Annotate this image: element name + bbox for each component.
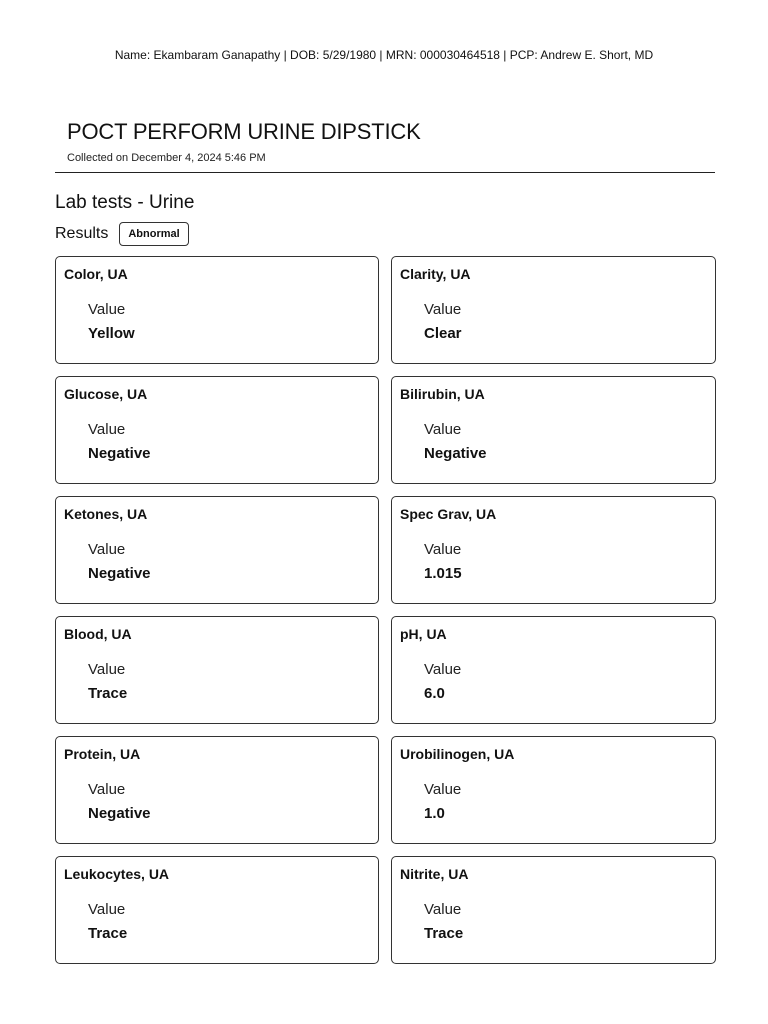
section-title: Lab tests - Urine bbox=[55, 192, 195, 213]
result-card-protein bbox=[55, 736, 379, 844]
result-card-color bbox=[55, 256, 379, 364]
value-label: Value bbox=[424, 661, 462, 678]
test-name: Ketones, UA bbox=[64, 506, 148, 522]
value-label: Value bbox=[424, 781, 462, 798]
test-value: Negative bbox=[424, 445, 487, 462]
test-name: Clarity, UA bbox=[400, 266, 471, 282]
test-name: Glucose, UA bbox=[64, 386, 148, 402]
result-card-glucose bbox=[55, 376, 379, 484]
value-label: Value bbox=[424, 541, 462, 558]
value-label: Value bbox=[88, 901, 126, 918]
test-value: Negative bbox=[88, 805, 151, 822]
test-name: Spec Grav, UA bbox=[400, 506, 497, 522]
test-name: pH, UA bbox=[400, 626, 447, 642]
result-card-ph bbox=[391, 616, 716, 724]
test-value: 1.0 bbox=[424, 805, 445, 822]
test-name: Blood, UA bbox=[64, 626, 132, 642]
abnormal-badge: Abnormal bbox=[119, 222, 188, 246]
value-label: Value bbox=[88, 421, 126, 438]
result-card-nitrite bbox=[391, 856, 716, 964]
test-name: Color, UA bbox=[64, 266, 128, 282]
test-value: Trace bbox=[424, 925, 464, 942]
test-name: Bilirubin, UA bbox=[400, 386, 485, 402]
result-card-blood bbox=[55, 616, 379, 724]
test-value: Yellow bbox=[88, 325, 135, 342]
report-title: POCT PERFORM URINE DIPSTICK bbox=[67, 119, 421, 144]
value-label: Value bbox=[88, 301, 126, 318]
patient-header: Name: Ekambaram Ganapathy | DOB: 5/29/1980 | MRN: 000030464518 | PCP: Andrew E. Short, MD bbox=[114, 48, 654, 62]
report-header bbox=[55, 116, 715, 173]
results-label: Results bbox=[55, 225, 109, 242]
test-name: Protein, UA bbox=[64, 746, 141, 762]
test-value: 1.015 bbox=[424, 565, 462, 582]
result-card-spec-grav bbox=[391, 496, 716, 604]
result-card-urobilinogen bbox=[391, 736, 716, 844]
test-value: Trace bbox=[88, 685, 128, 702]
value-label: Value bbox=[424, 301, 462, 318]
collected-date: Collected on December 4, 2024 5:46 PM bbox=[67, 152, 266, 164]
results-grid bbox=[55, 256, 716, 964]
test-value: Negative bbox=[88, 565, 151, 582]
result-card-clarity bbox=[391, 256, 716, 364]
value-label: Value bbox=[424, 901, 462, 918]
result-card-leukocytes bbox=[55, 856, 379, 964]
value-label: Value bbox=[88, 661, 126, 678]
value-label: Value bbox=[424, 421, 462, 438]
result-card-ketones bbox=[55, 496, 379, 604]
test-value: Clear bbox=[424, 325, 462, 342]
test-value: Negative bbox=[88, 445, 151, 462]
value-label: Value bbox=[88, 541, 126, 558]
value-label: Value bbox=[88, 781, 126, 798]
result-card-bilirubin bbox=[391, 376, 716, 484]
test-value: 6.0 bbox=[424, 685, 445, 702]
test-name: Urobilinogen, UA bbox=[400, 746, 515, 762]
results-row bbox=[55, 221, 189, 247]
test-name: Nitrite, UA bbox=[400, 866, 469, 882]
test-name: Leukocytes, UA bbox=[64, 866, 170, 882]
test-value: Trace bbox=[88, 925, 128, 942]
